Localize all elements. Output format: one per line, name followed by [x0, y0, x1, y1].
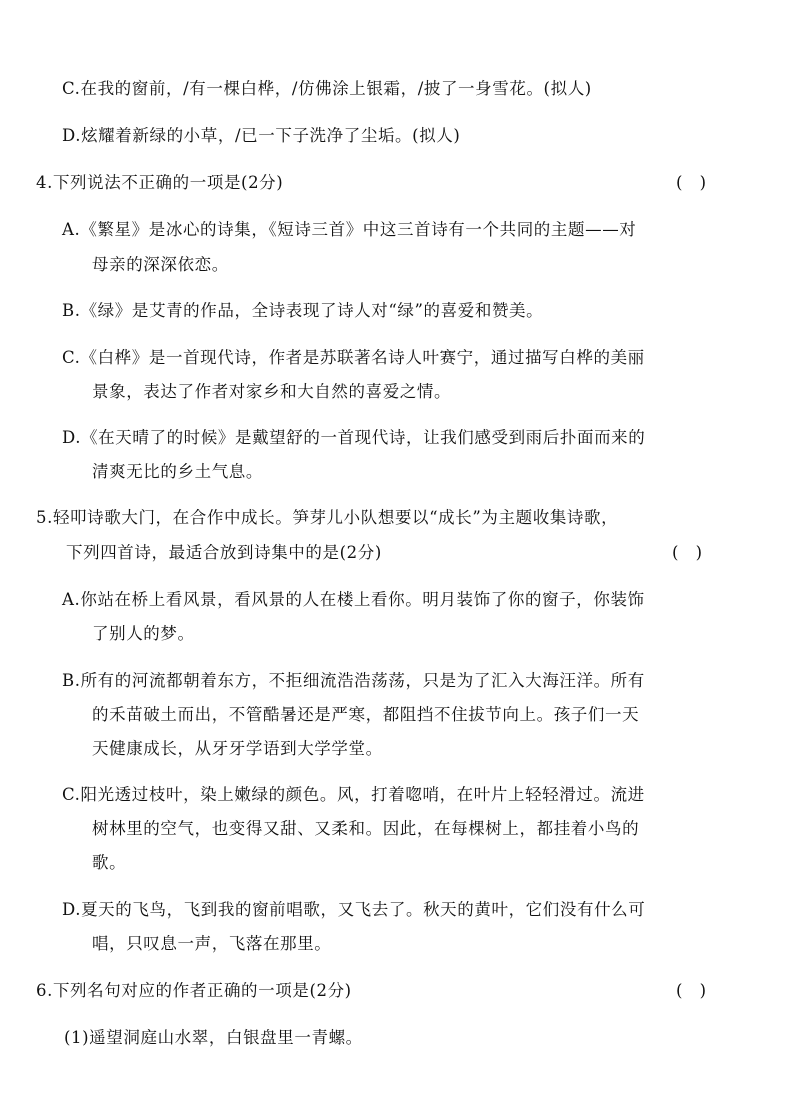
q4-option-d: D.《在天晴了的时候》是戴望舒的一首现代诗，让我们感受到雨后扑面而来的 — [62, 428, 646, 447]
q5-option-b-cont2: 天健康成长，从牙牙学语到大学学堂。 — [92, 739, 383, 758]
q5-option-b-cont1: 的禾苗破土而出，不管酷暑还是严寒，都阻挡不住拔节向上。孩子们一天 — [92, 705, 640, 724]
q4-option-a: A.《繁星》是冰心的诗集，《短诗三首》中这三首诗有一个共同的主题——对 — [62, 220, 637, 239]
q3-option-d: D.炫耀着新绿的小草，/已一下子洗净了尘垢。(拟人) — [62, 126, 461, 145]
q5-option-b: B.所有的河流都朝着东方，不拒细流浩浩荡荡，只是为了汇入大海汪洋。所有 — [62, 671, 645, 690]
q5-option-a-cont: 了别人的梦。 — [92, 624, 195, 643]
q6-answer-blank: ( ) — [676, 981, 713, 1000]
q5-option-c: C.阳光透过枝叶，染上嫩绿的颜色。风，打着唿哨，在叶片上轻轻滑过。流进 — [62, 785, 645, 804]
q4-answer-blank: ( ) — [676, 173, 713, 192]
q5-answer-blank: ( ) — [672, 543, 709, 562]
q4-option-a-cont: 母亲的深深依恋。 — [92, 255, 229, 274]
q5-option-d-cont: 唱，只叹息一声，飞落在那里。 — [92, 934, 332, 953]
q6-stem: 6.下列名句对应的作者正确的一项是(2分) — [36, 981, 352, 1000]
q5-option-a: A.你站在桥上看风景，看风景的人在楼上看你。明月装饰了你的窗子，你装饰 — [62, 590, 645, 609]
q5-stem-cont: 下列四首诗，最适合放到诗集中的是(2分) — [66, 543, 382, 562]
q6-item-1: (1)遥望洞庭山水翠，白银盘里一青螺。 — [64, 1028, 363, 1047]
q5-option-c-cont2: 歌。 — [92, 853, 127, 872]
q5-option-d: D.夏天的飞鸟，飞到我的窗前唱歌，又飞去了。秋天的黄叶，它们没有什么可 — [62, 900, 646, 919]
q4-option-b: B.《绿》是艾青的作品，全诗表现了诗人对“绿”的喜爱和赞美。 — [62, 301, 544, 320]
q5-stem: 5.轻叩诗歌大门，在合作中成长。笋芽儿小队想要以“成长”为主题收集诗歌， — [36, 508, 619, 527]
q3-option-c: C.在我的窗前，/有一棵白桦，/仿佛涂上银霜，/披了一身雪花。(拟人) — [62, 79, 592, 98]
q4-option-c: C.《白桦》是一首现代诗，作者是苏联著名诗人叶赛宁，通过描写白桦的美丽 — [62, 348, 645, 367]
q4-option-c-cont: 景象，表达了作者对家乡和大自然的喜爱之情。 — [92, 382, 452, 401]
q5-option-c-cont1: 树林里的空气，也变得又甜、又柔和。因此，在每棵树上，都挂着小鸟的 — [92, 819, 640, 838]
q4-stem: 4.下列说法不正确的一项是(2分) — [36, 173, 284, 192]
q4-option-d-cont: 清爽无比的乡土气息。 — [92, 462, 263, 481]
